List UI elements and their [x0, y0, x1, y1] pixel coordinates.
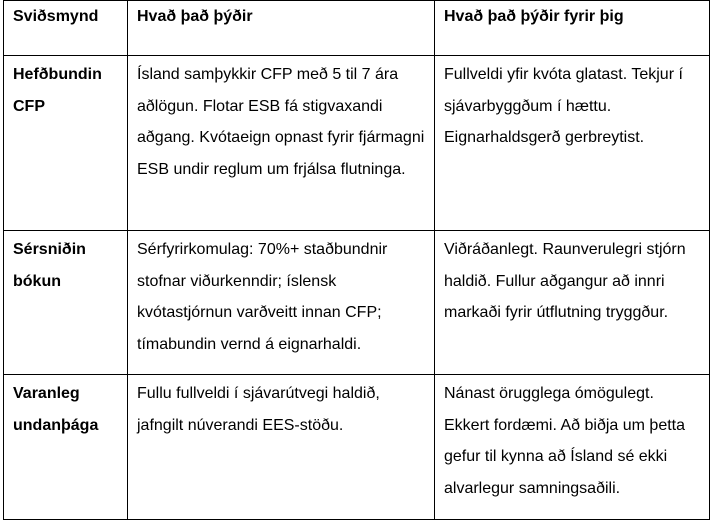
table-row	[4, 56, 710, 231]
scenario-cell: Hefðbundin CFP	[4, 56, 128, 231]
table-header-row	[4, 1, 710, 56]
header-for-you: Hvað það þýðir fyrir þig	[435, 1, 710, 56]
scenario-table	[3, 0, 710, 520]
scenario-cell: Varanleg undanþága	[4, 375, 128, 520]
scenario-cell: Sérsniðin bókun	[4, 231, 128, 375]
table-row	[4, 375, 710, 520]
table-row	[4, 231, 710, 375]
header-meaning: Hvað það þýðir	[128, 1, 435, 56]
for-you-cell: Nánast örugglega ómögulegt. Ekkert fordæmi. Að biðja um þetta gefur til kynna að Ísland sé ekki alvarlegur samningsaðili.	[435, 375, 710, 520]
for-you-cell: Fullveldi yfir kvóta glatast. Tekjur í sjávarbyggðum í hættu. Eignarhaldsgerð gerbreytist.	[435, 56, 710, 231]
meaning-cell: Ísland samþykkir CFP með 5 til 7 ára aðlögun. Flotar ESB fá stigvaxandi aðgang. Kvótaeign opnast fyrir fjármagni ESB undir reglum um frjálsa flutninga.	[128, 56, 435, 231]
meaning-cell: Sérfyrirkomulag: 70%+ staðbundnir stofnar viðurkenndir; íslensk kvótastjórnun varðveitt innan CFP; tímabundin vernd á eignarhaldi.	[128, 231, 435, 375]
header-scenario: Sviðsmynd	[4, 1, 128, 56]
meaning-cell: Fullu fullveldi í sjávarútvegi haldið, jafngilt núverandi EES-stöðu.	[128, 375, 435, 520]
for-you-cell: Viðráðanlegt. Raunverulegri stjórn haldið. Fullur aðgangur að innri markaði fyrir útflutning tryggður.	[435, 231, 710, 375]
